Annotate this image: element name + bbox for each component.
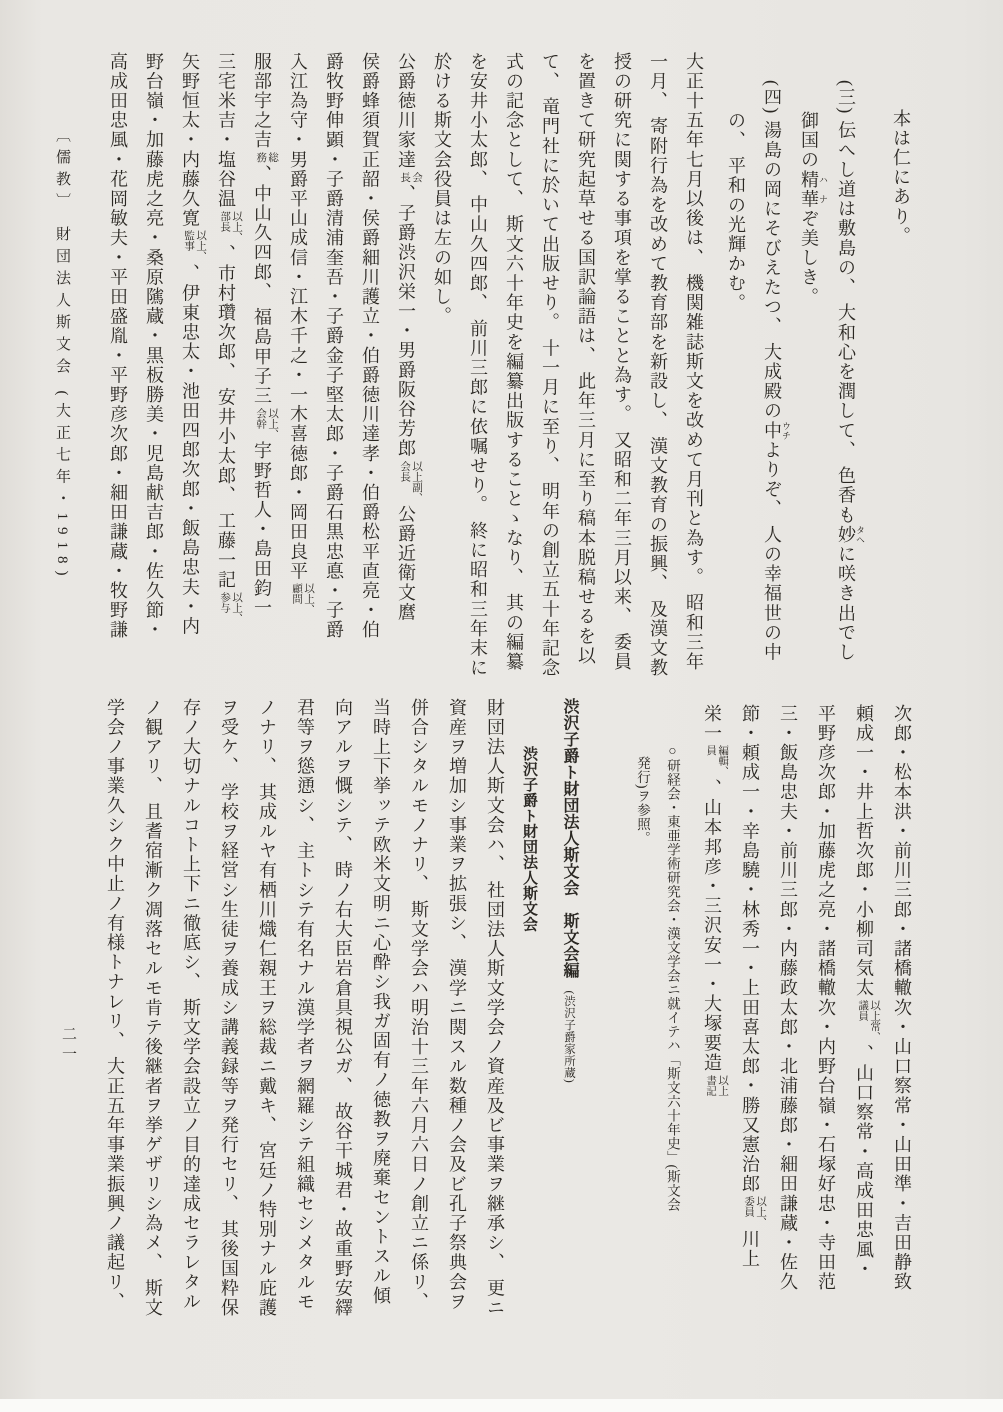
reference-note	[627, 698, 657, 1334]
text-run: 頼成一・井上哲次郎・小柳司気太	[854, 704, 874, 998]
text-run: 次郎・松本洪・前川三郎・諸橋轍次・山口察常・山田準・吉田静致	[892, 704, 912, 1292]
text-run: 於ける斯文会役員は左の如し。	[432, 52, 452, 327]
text-run: 宇野哲人・島田鈞一	[252, 441, 272, 618]
text-run: 御国の	[799, 111, 819, 170]
text-run: 入江為守・男爵平山成信・江木千之・一木喜徳郎・岡田良平	[288, 52, 308, 582]
text-column	[362, 698, 400, 1334]
text-run: よりぞ、 人の幸福世の中	[762, 440, 782, 663]
text-column	[568, 52, 604, 688]
text-column	[172, 698, 210, 1334]
text-run: (三) 伝へし道は敷島の、 大和心を潤して、 色香も	[836, 80, 856, 526]
text-column	[476, 698, 514, 1334]
text-run: 斯文会編	[561, 912, 578, 979]
text-run: 大正十五年七月以後は、 機関雑誌斯文を改めて月刊と為す。 昭和三年	[684, 52, 704, 672]
text-column	[286, 698, 324, 1334]
poem-line	[718, 52, 754, 688]
ruby-annotation: 妙 タヘ	[836, 525, 865, 545]
poem-line	[883, 52, 919, 688]
poem-line	[791, 52, 828, 688]
text-run: 学会ノ事業久シク中止ノ有様トナレリ、 大正五年事業振興ノ議起リ、	[105, 698, 125, 1312]
text-run: 川上	[740, 1229, 760, 1269]
text-column	[640, 52, 676, 688]
warichu-note: 以上、 監事	[183, 230, 207, 262]
warichu-note: 以上、 参与	[219, 591, 243, 624]
text-run: 併合シタルモノナリ、 斯文学会ハ明治十三年六月六日ノ創立ニ係リ、	[409, 698, 429, 1312]
text-run: 、中山久四郎、 福島甲子三	[252, 164, 272, 406]
poem-line	[828, 52, 865, 688]
text-run: 三宅米吉・塩谷温	[216, 52, 236, 209]
text-run: (渋沢子爵家所蔵)	[563, 978, 575, 1084]
text-run: 三・飯島忠夫・前川三郎・内藤政太郎・北浦藤郎・細田謙蔵・佐久	[778, 704, 798, 1292]
warichu-note: 以上 書記	[705, 1074, 729, 1096]
text-column	[244, 52, 280, 688]
warichu-note: 以上、 顧問	[291, 583, 315, 615]
text-run: 公爵近衛文麿	[396, 504, 416, 623]
text-column	[532, 52, 568, 688]
text-column	[280, 52, 316, 688]
text-run: 発行)ヲ参照。	[635, 756, 650, 845]
text-column	[172, 52, 208, 688]
text-column	[136, 52, 172, 688]
warichu-note: 以上、 会幹	[255, 407, 279, 440]
section-title	[514, 698, 544, 1334]
text-column	[883, 698, 921, 1334]
text-run: 高成田忠風・花岡敏夫・平田盛胤・平野彦次郎・細田謙蔵・牧野謙	[108, 52, 128, 640]
text-column	[352, 52, 388, 688]
text-run: 、山本邦彦・三沢安一・大塚要造	[702, 778, 722, 1073]
ruby-annotation: 精華 ハナ	[799, 169, 828, 210]
text-column	[134, 698, 172, 1334]
text-run: 一月、 寄附行為を改めて教育部を新設し、 漢文教育の振興、 及漢文教	[648, 52, 668, 678]
warichu-note: 編輯、 員	[705, 745, 729, 777]
top-text-register	[44, 52, 919, 688]
ruby-annotation: 中 ウチ	[762, 421, 791, 441]
text-column	[388, 52, 424, 688]
text-column	[604, 52, 640, 688]
text-run: の、 平和の光輝かむ。	[726, 111, 746, 314]
text-run: 式の記念として、 斯文六十年史を編纂出版することゝなり、 其の編纂	[504, 52, 524, 672]
text-run: 、伊東忠太・池田四郎次郎・飯島忠夫・内	[180, 263, 200, 637]
text-run: 矢野恒太・内藤久寛	[180, 52, 200, 229]
text-run: 当時上下挙ッテ欧米文明ニ心酔シ我ガ固有ノ徳教ヲ廃棄セントスル傾	[371, 698, 391, 1306]
warichu-note: 以上副、 会長	[399, 460, 423, 503]
text-run: 渋沢子爵ト財団法人斯文会	[521, 746, 537, 932]
text-run: (四) 湯島の岡にそびえたつ、 大成殿の	[762, 80, 782, 421]
text-run: 服部宇之吉	[252, 52, 272, 150]
text-column	[400, 698, 438, 1334]
text-column	[248, 698, 286, 1334]
text-run: 財団法人斯文会ハ、 社団法人斯文学会ノ資産及ビ事業ヲ継承シ、 更ニ	[485, 698, 505, 1318]
text-run: 資産ヲ増加シ事業ヲ拡張シ、 漢学ニ関スル数種ノ会及ビ孔子祭典会ヲ	[447, 698, 467, 1312]
text-run: 存ノ大切ナルコト上下ニ徹底シ、 斯文学会設立ノ目的達成セラレタル	[181, 698, 201, 1312]
text-column	[676, 52, 712, 688]
warichu-note: 以上常、 議員	[857, 1000, 881, 1042]
page-number: 二一	[60, 1026, 76, 1066]
article-title	[549, 698, 589, 1334]
text-run: ○研経会・東亜学術研究会・漢文学会ニ就イテハ「斯文六十年史」(斯文会	[665, 743, 680, 1212]
warichu-note: 以上、 委員	[743, 1196, 767, 1228]
text-run: 向アルヲ慨シテ、 時ノ右大臣岩倉具視公ガ、 故谷干城君・故重野安繹	[333, 698, 353, 1318]
text-run: 、子爵渋沢栄一・男爵阪谷芳郎	[396, 184, 416, 459]
text-run: ノナリ、 其成ルヤ有栖川熾仁親王ヲ総裁ニ戴キ、 宮廷ノ特別ナル庇護	[257, 698, 277, 1318]
text-run: 平野彦次郎・加藤虎之亮・諸橋轍次・内野台嶺・石塚好忠・寺田范	[816, 704, 836, 1292]
source-attribution	[44, 52, 80, 688]
text-run: 〔儒教〕 財団法人斯文会 (大正七年・1918)	[54, 127, 70, 583]
text-run: 公爵徳川家達	[396, 52, 416, 170]
text-column	[731, 698, 769, 1334]
text-column	[424, 52, 460, 688]
warichu-note: 総 務	[255, 152, 279, 163]
text-run: ヲ受ケ、 学校ヲ経営シ生徒ヲ養成シ講義録等ヲ発行セリ、 其後国粋保	[219, 698, 239, 1318]
poem-line	[754, 52, 791, 688]
text-run: 野台嶺・加藤虎之亮・桑原隲蔵・黒板勝美・児島献吉郎・佐久節・	[144, 52, 164, 640]
text-run: を置きて研究起草せる国訳論語は、 此年三月に至り稿本脱稿せるを以	[576, 52, 596, 666]
text-column	[460, 52, 496, 688]
text-run: ノ観アリ、 且耆宿漸ク凋落セルモ肯テ後継者ヲ挙ゲザリシ為メ、 斯文	[143, 698, 163, 1318]
text-run: 、山口察常・高成田忠風・	[854, 1044, 874, 1280]
text-run: に咲き出でし	[836, 544, 856, 663]
text-run: 本は仁にあり。	[891, 109, 911, 247]
text-column	[807, 698, 845, 1334]
text-run: 授の研究に関する事項を掌ることと為す。 又昭和二年三月以来、 委員	[612, 52, 632, 672]
text-run: 節・頼成一・辛島驍・林秀一・上田喜太郎・勝又憲治郎	[740, 704, 760, 1194]
text-run: を安井小太郎、 中山久四郎、 前川三郎に依嘱せり。 終に昭和三年末に	[468, 52, 488, 678]
warichu-note: 以上、 部長	[219, 210, 243, 243]
text-column	[769, 698, 807, 1334]
text-run: 侯爵蜂須賀正韶・侯爵細川護立・伯爵徳川達孝・伯爵松平直亮・伯	[360, 52, 380, 640]
text-run: 渋沢子爵ト財団法人斯文会	[561, 698, 578, 913]
text-column	[96, 698, 134, 1334]
text-run: 栄一	[702, 704, 722, 744]
text-run: て、 竜門社に於いて出版せり。 十一月に至り、 明年の創立五十年記念	[540, 52, 560, 678]
text-column	[100, 52, 136, 688]
text-column	[845, 698, 883, 1334]
reference-note	[657, 698, 687, 1334]
text-column	[208, 52, 244, 688]
text-column	[438, 698, 476, 1334]
text-run: 、市村瓚次郎、 安井小太郎、 工藤一記	[216, 244, 236, 590]
text-column	[210, 698, 248, 1334]
text-column	[316, 52, 352, 688]
text-column	[496, 52, 532, 688]
text-run: 君等ヲ慫慂シ、 主トシテ有名ナル漢学者ヲ網羅シテ組織セシメタルモ	[295, 698, 315, 1312]
text-column	[693, 698, 731, 1334]
text-run: 爵牧野伸顕・子爵清浦奎吾・子爵金子堅太郎・子爵石黒忠悳・子爵	[324, 52, 344, 640]
text-run: ぞ美しき。	[799, 209, 819, 308]
bottom-text-register	[96, 698, 921, 1334]
text-column	[324, 698, 362, 1334]
warichu-note: 会 長	[399, 171, 423, 183]
